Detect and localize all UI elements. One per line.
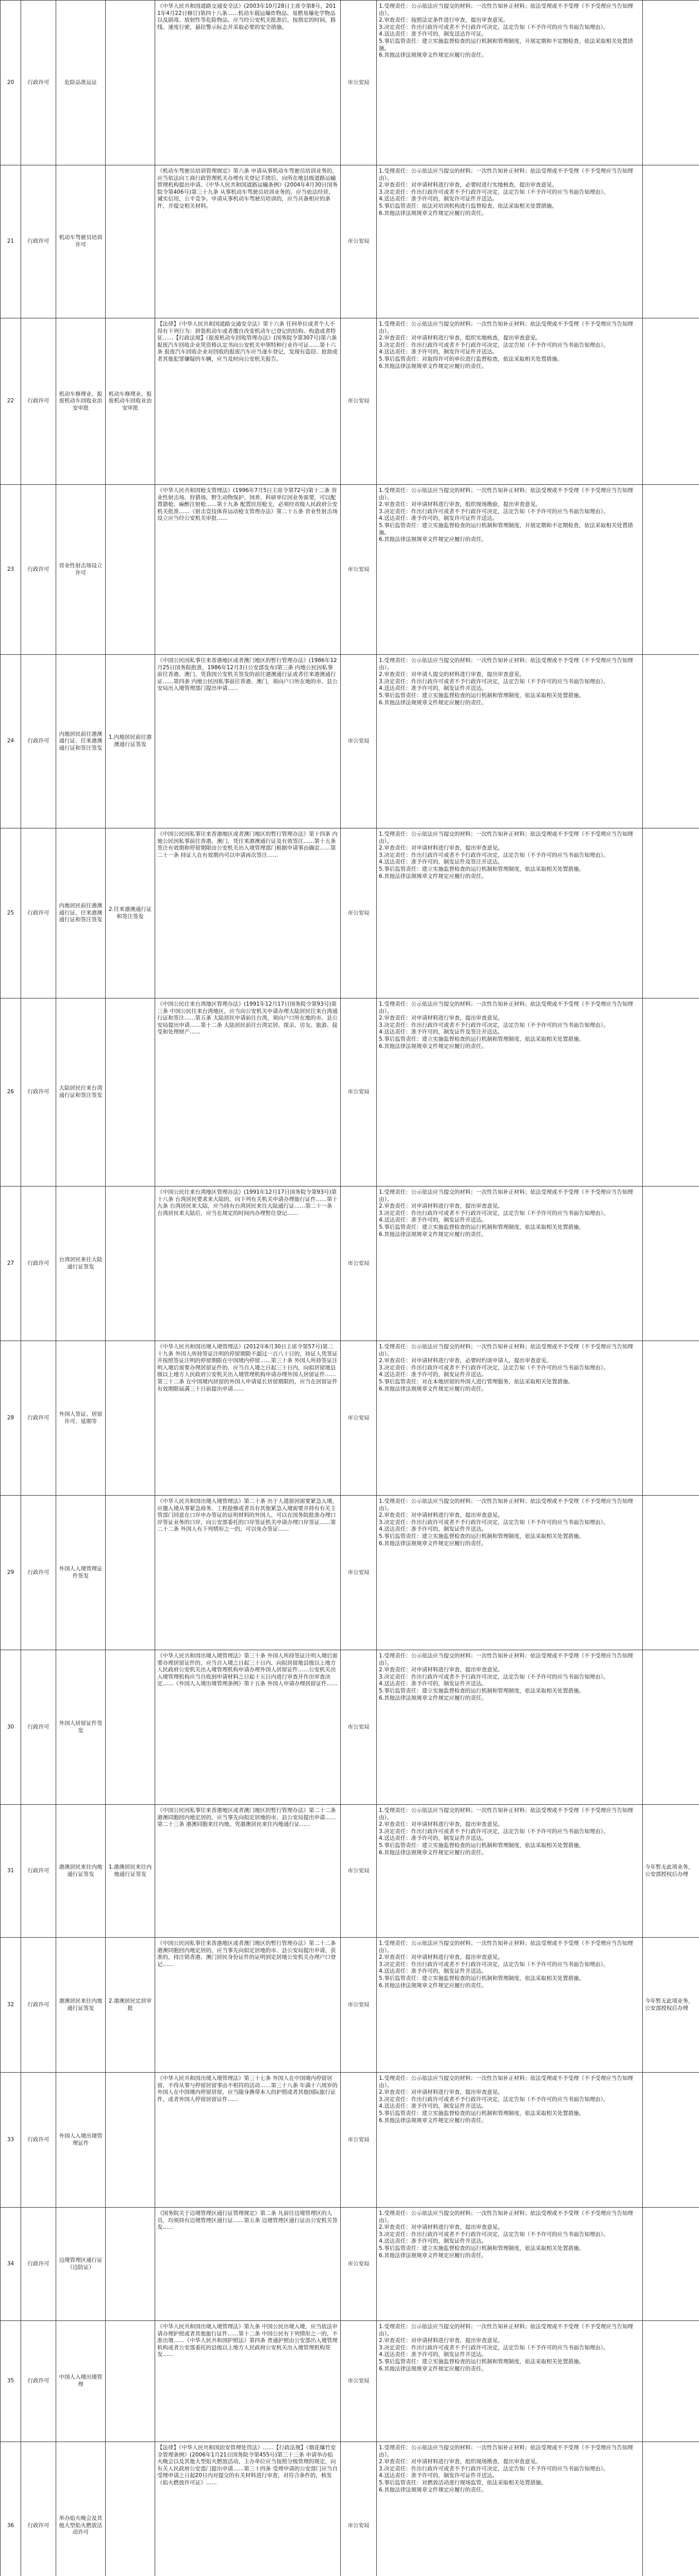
legal-basis: 《中国公民往来台湾地区管理办法》(1991年12月17日国务院令第93号)第十八条 台湾居民要求来大陆的，向下列有关机关申请办理旅行证件……第十九条 台湾居民来大陆，应当持有台湾居民来往大陆通行证……第二十一条 台湾居民来大陆后，应当在规定的时间内办理暂住登记…… [155,1187,341,1341]
item-name: 机动车驾驶员培训许可 [56,165,106,318]
table-row [1,828,699,998]
responsibility-item: 4.送达责任：准予许可的，制发证件并送达。 [379,1371,487,1378]
power-type: 行政许可 [21,1805,56,1938]
sub-item-name [106,2073,155,2208]
remark [643,318,699,485]
legal-basis: 《机动车驾驶员培训管理规定》第六条 申请从事机动车驾驶员培训业务的，应当依法向工商行政管理机关办理有关登记手续后，向所在地县级道路运输管理机构提出申请。《中华人民共和国道路运输条例》(2004年4月30日国务院令第406号)第三十九条 从事机动车驾驶员培训业务的，应当依法经营，诚实信用，公平竞争。申请从事机动车驾驶员培训的，应当具备相应的条件，并提交相关材料。 [155,165,341,318]
sub-item-name [106,1,155,165]
responsibility-item: 6.其他法律法规规章文件规定应履行的责任。 [379,52,487,59]
responsibility-item: 1.受理责任：公示依法应当提交的材料；一次性告知补正材料；依法受理或不予受理（不予受理应当告知理由）。 [379,487,634,501]
responsibility-item: 4.送达责任：准予许可的，制发许可证件并送达。 [379,196,498,202]
remark [643,655,699,828]
responsibility-item: 2.审查责任：对申请材料进行审查，组织现场勘验，提出审查意见。 [379,501,541,508]
responsibility-item: 3.决定责任：作出行政许可或者不予行政许可决定，法定告知（不予许可的应当书面告知理由）。 [379,2231,609,2238]
sub-item-name [106,165,155,318]
responsibility-list [377,2208,643,2321]
responsibility-item: 2.审查责任：对申请材料进行审查，提出审查意见。 [379,2224,504,2231]
responsibility-item: 6.其他法律法规规章文件规定应履行的责任。 [379,536,487,543]
implementing-body: 市公安局 [341,2321,377,2442]
responsibility-list [377,1650,643,1805]
legal-basis: 《中国公民因私事往来香港地区或者澳门地区的暂行管理办法》第二十二条 港澳同胞回内地定居的，应当事先向拟定居地的市、县公安局提出申请，获准的，持注销香港、澳门居民身份证件的证明到定居地公安机关办理户口登记…… [155,1938,341,2073]
power-type: 行政许可 [21,1,56,165]
responsibility-item: 6.其他法律法规规章文件规定应履行的责任。 [379,699,487,706]
responsibility-item: 5.事后监管责任：建立实施监督检查的运行机制和管理制度，依法采取相关处置措施。 [379,1975,585,1981]
power-type: 行政许可 [21,828,56,998]
responsibility-item: 6.其他法律法规规章文件规定应履行的责任。 [379,1043,487,1049]
legal-basis: 《中国公民往来台湾地区管理办法》(1991年12月17日国务院令第93号)第三条 中国公民往来台湾地区，应当向公安机关申请办理大陆居民往来台湾通行证和签注……第五条 大陆居民申请前往台湾，须向户口所在地的市、县公安局提出申请……第十二条 大陆居民前往台湾定居、探亲、访友、旅游、接受和处理财产…… [155,998,341,1187]
responsibility-item: 5.事后监管责任：建立实施监督检查的运行机制和管理制度，依法采取相关处置措施。 [379,1687,585,1694]
responsibility-item: 6.其他法律法规规章文件规定应履行的责任。 [379,2117,487,2124]
remark [643,2208,699,2321]
implementing-body: 市公安局 [341,1187,377,1341]
legal-basis: 《中华人民共和国出境入境管理法》(2012年6月30日主席令第57号)第二十九条 外国人所持签证注明的停留期限不超过一百八十日的，持证人凭签证并按照签证注明的停留期限在中国境内停留……第三十条 外国人所持签证注明入境后需要办理居留证件的，应当自入境之日起三十日内，向拟居留地县级以上地方人民政府公安机关出入境管理机构申请办理外国人居留证件……第三十二条 在中国境内居留的外国人申请延长居留期限的，应当在居留证件有效期限届满三十日前提出申请…… [155,1341,341,1496]
sub-item-name [106,1187,155,1341]
item-name: 营业性射击场设立许可 [56,485,106,655]
item-name: 大陆居民往来台湾通行证和签注签发 [56,998,106,1187]
remark [643,1650,699,1805]
table-row [1,1496,699,1650]
responsibility-item: 1.受理责任：公示依法应当提交的材料；一次性告知补正材料；依法受理或不予受理（不予受理应当告知理由）。 [379,321,634,334]
responsibility-item: 1.受理责任：公示依法应当提交的材料；一次性告知补正材料；依法受理或不予受理（不予受理应当告知理由）。 [379,1344,634,1357]
responsibility-list [377,1,643,165]
power-type: 行政许可 [21,2321,56,2442]
legal-basis: 《中国公民因私事往来香港地区或者澳门地区的暂行管理办法》第十四条 内地公民因私事前往香港、澳门，凭往来港澳通行证及有效签注……第十五条 签注有效期和停留期限由公安机关出入境管理部门根据申请事由确定……第二十一条 持证人在有效期内可以申请再次签注…… [155,828,341,998]
responsibility-list [377,1938,643,2073]
row-number: 21 [1,165,21,318]
responsibility-item: 5.事后监管责任：建立实施监督检查的运行机制和管理制度，依法采取相关处置措施。 [379,2110,585,2116]
power-type: 行政许可 [21,165,56,318]
sub-item-name: 2.往来港澳通行证和签注签发 [106,828,155,998]
table-row [1,2073,699,2208]
responsibility-item: 6.其他法律法规规章文件规定应履行的责任。 [379,363,487,369]
row-number: 36 [1,2442,21,2576]
implementing-body: 市公安局 [341,2073,377,2208]
table-row [1,998,699,1187]
responsibility-item: 3.决定责任：作出行政许可或者不予行政许可决定，法定告知（不予许可的应当书面告知理由）。 [379,342,609,348]
remark [643,2073,699,2208]
responsibility-item: 4.送达责任：准予许可的，制发送达许可证。 [379,31,487,38]
remark [643,828,699,998]
legal-basis: 《中国公民因私事往来香港地区或者澳门地区的暂行管理办法》第二十二条 港澳同胞回内地定居的，应当事先向拟定居地的市、县公安局提出申请……第二十三条 港澳同胞来往内地，凭港澳居民来往内地通行证…… [155,1805,341,1938]
responsibility-item: 3.决定责任：作出行政许可或者不予行政许可决定，法定告知（不予许可的应当书面告知理由）。 [379,1828,609,1835]
responsibility-item: 3.决定责任：作出行政许可或者不予行政许可决定，法定告知（不予许可的应当书面告知理由）。 [379,2465,609,2472]
table-row [1,318,699,485]
row-number: 29 [1,1496,21,1650]
remark [643,1496,699,1650]
table-row [1,1187,699,1341]
responsibility-list [377,1187,643,1341]
responsibility-item: 6.其他法律法规规章文件规定应履行的责任。 [379,1231,487,1238]
responsibility-item: 1.受理责任：公示依法应当提交的材料；一次性告知补正材料；依法受理或不予受理（不予受理应当告知理由）。 [379,657,634,671]
responsibility-item: 3.决定责任：作出行政许可或者不予行政许可决定，法定告知（不予许可的应当书面告知理由）。 [379,1364,609,1371]
remark: 今年暂无此项业务，公安部授权后办理 [643,1938,699,2073]
responsibility-item: 5.事后监管责任：建立实施监督检查的运行机制和管理制度，依法采取相关处置措施。 [379,1224,585,1230]
responsibility-item: 6.其他法律法规规章文件规定应履行的责任。 [379,1694,487,1701]
responsibility-item: 2.审查责任：对申请材料进行审查，必要时进行实地核查，提出审查意见。 [379,182,558,189]
legal-basis: 《中华人民共和国出境入境管理法》第二十条 出于人道原因需要紧急入境，应邀入境从事紧急商务、工程抢修或者具有其他紧急入境需要并持有有关主管部门同意在口岸申办签证的证明材料的外国人，可以在国务院批准办理口岸签证业务的口岸，向公安部委托的口岸签证机关申请办理口岸签证……第二十二条 外国人有下列情形之一的，可以免办签证…… [155,1496,341,1650]
responsibility-item: 2.审查责任：对申请材料进行审查，提出审查意见。 [379,2337,504,2344]
row-number: 24 [1,655,21,828]
responsibility-item: 4.送达责任：准予许可的，制发证件并送达。 [379,1217,487,1224]
sub-item-name: 1.港澳居民来往内地通行证签发 [106,1805,155,1938]
responsibility-item: 5.事后监管责任：建立实施监督检查的运行机制和管理制度，依法采取相关处置措施。 [379,866,585,872]
responsibility-list [377,2073,643,2208]
power-type: 行政许可 [21,2442,56,2576]
responsibility-item: 4.送达责任：准予许可的，制发证件并送达。 [379,2103,487,2110]
responsibility-item: 6.其他法律法规规章文件规定应履行的责任。 [379,2252,487,2259]
responsibility-item: 4.送达责任：准予许可的，制发证件并送达。 [379,1681,487,1687]
responsibility-item: 1.受理责任：公示依法应当提交的材料；一次性告知补正材料；依法受理或不予受理（不予受理应当告知理由）。 [379,831,634,844]
row-number: 25 [1,828,21,998]
responsibility-item: 4.送达责任：准予许可的，制发许可证件并送达。 [379,2472,498,2479]
power-type: 行政许可 [21,318,56,485]
responsibility-item: 4.送达责任：准予许可的，制发许可证件并送达。 [379,349,498,355]
legal-basis: 《中华人民共和国出境入境管理法》第三十条 外国人所持签证注明入境后需要办理居留证件的，应当自入境之日起三十日内，向拟居留地县级以上地方人民政府公安机关出入境管理机构申请办理外国人居留证件……公安机关出入境管理机构应当自收到申请材料之日起十五日内进行审查并作出审查决定……《外国人入境出境管理条例》第十五条 外国人申请办理居留证件…… [155,1650,341,1805]
power-type: 行政许可 [21,1650,56,1805]
power-type: 行政许可 [21,1938,56,2073]
responsibility-item: 6.其他法律法规规章文件规定应履行的责任。 [379,873,487,879]
responsibility-item: 3.决定责任：作出行政许可或者不予行政许可决定，法定告知（不予许可的应当书面告知理由）。 [379,852,609,858]
responsibility-item: 2.审查责任：对申请材料进行审查，组织实地核查，提出审查意见。 [379,335,541,342]
remark [643,2321,699,2442]
responsibility-item: 5.事后监管责任：对燃放活动进行现场监管，依法采取相关处置措施。 [379,2479,547,2486]
responsibility-item: 2.审查责任：对申请材料进行审查，提出审查意见。 [379,1954,504,1961]
item-name: 中国人入境出境管理 [56,2321,106,2442]
table-row [1,2321,699,2442]
table-row [1,1650,699,1805]
responsibility-item: 1.受理责任：公示依法应当提交的材料；一次性告知补正材料；依法受理或不予受理（不予受理应当告知理由）。 [379,2075,634,2089]
remark [643,2442,699,2576]
responsibility-item: 6.其他法律法规规章文件规定应履行的责任。 [379,1849,487,1856]
power-type: 行政许可 [21,1341,56,1496]
remark [643,165,699,318]
row-number: 35 [1,2321,21,2442]
legal-basis: 《国务院关于边境管理区通行证管理规定》第二条 凡前往边境管理区的人员，均须持有边境管理区通行证……第五条 边境管理区通行证由公安机关签发…… [155,2208,341,2321]
item-name: 外国人入境管理证件签发 [56,1496,106,1650]
item-name: 外国人入境出境管理证件 [56,2073,106,2208]
responsibility-item: 1.受理责任：公示依法应当提交的材料；一次性告知补正材料；依法受理或不予受理（不予受理应当告知理由）。 [379,1653,634,1666]
sub-item-name [106,2321,155,2442]
power-type: 行政许可 [21,998,56,1187]
table-row [1,165,699,318]
item-name: 台湾居民来往大陆通行证签发 [56,1187,106,1341]
remark [643,1,699,165]
item-name: 边境管理区通行证（边防证） [56,2208,106,2321]
responsibility-item: 4.送达责任：准予许可的，制发许可证件并送达。 [379,515,498,522]
responsibility-item: 3.决定责任：作出行政许可或者不予行政许可决定，法定告知（不予许可的应当书面告知理由）。 [379,1961,609,1968]
item-name: 机动车修理业、报废机动车回收业治安审批 [56,318,106,485]
responsibility-item: 2.审查责任：对申请材料进行审查，提出审查意见。 [379,2089,504,2096]
row-number: 33 [1,2073,21,2208]
responsibility-item: 6.其他法律法规规章文件规定应履行的责任。 [379,2486,487,2493]
power-type: 行政许可 [21,485,56,655]
item-name: 外国人签证、居留许可、延期等 [56,1341,106,1496]
responsibility-item: 1.受理责任：公示依法应当提交的材料；一次性告知补正材料；依法受理或不予受理（不予受理应当告知理由）。 [379,168,634,181]
sub-item-name [106,2208,155,2321]
sub-item-name: 机动车修理业、报废机动车回收业治安审批 [106,318,155,485]
sub-item-name [106,1496,155,1650]
implementing-body: 市公安局 [341,2442,377,2576]
responsibility-item: 4.送达责任：准予许可的，制发证件及签注并送达。 [379,1029,504,1036]
item-name: 危险品准运证 [56,1,106,165]
responsibility-item: 4.送达责任：准予许可的，制发证件并送达。 [379,1835,487,1842]
row-number: 28 [1,1341,21,1496]
responsibility-item: 5.事后监管责任：建立实施监督检查的运行机制和管理制度，开展定期和不定期检查，依法采取相关处置措施。 [379,38,634,52]
responsibility-item: 2.审查责任：按照法定条件进行审查，提出审查意见。 [379,17,509,24]
legal-basis: 《中华人民共和国道路交通安全法》(2003年10月28日主席令第8号，2011年4月22日修订)第四十八条……机动车载运爆炸物品、易燃易爆化学物品以及剧毒、放射性等危险物品，应当经公安机关批准后，按指定的时间、路线、速度行驶，悬挂警示标志并采取必要的安全措施。 [155,1,341,165]
responsibility-item: 5.事后监管责任：建立实施监督检查的运行机制和管理制度，依法采取相关处置措施。 [379,1842,585,1849]
responsibility-list [377,318,643,485]
responsibility-item: 1.受理责任：公示依法应当提交的材料；一次性告知补正材料；依法受理或不予受理（不予受理应当告知理由）。 [379,3,634,16]
responsibility-list [377,1341,643,1496]
row-number: 26 [1,998,21,1187]
responsibility-item: 2.审查责任：对申请材料进行审查，提出审查意见。 [379,1667,504,1673]
item-name: 外国人居留证件签发 [56,1650,106,1805]
implementing-body: 市公安局 [341,1650,377,1805]
responsibility-item: 6.其他法律法规规章文件规定应履行的责任。 [379,1540,487,1547]
responsibility-item: 2.审查责任：对申请材料进行审查，组织现场勘查，提出审查意见。 [379,2459,541,2465]
power-type: 行政许可 [21,2073,56,2208]
responsibility-list [377,998,643,1187]
responsibility-item: 3.决定责任：作出行政许可或者不予行政许可决定，法定告知（不予许可的应当书面告知理由）。 [379,1519,609,1526]
implementing-body: 市公安局 [341,828,377,998]
sub-item-name [106,2442,155,2576]
sub-item-name [106,1650,155,1805]
responsibility-list [377,828,643,998]
legal-basis: 【法律】《中华人民共和国道路交通安全法》第十六条 任何单位或者个人不得有下列行为：拼装机动车或者擅自改变机动车已登记的结构、构造或者特征……【行政法规】《报废机动车回收管理办法》(国务院令第307号)第六条 报废汽车回收企业凭资格认定书向公安机关申领特种行业许可证……第十六条 报废汽车回收企业对回收的报废汽车应当逐车登记，发现有盗窃、抢劫或者其他犯罪嫌疑的车辆，应当及时向公安机关报告。 [155,318,341,485]
responsibility-list [377,2442,643,2576]
table-body [1,1,699,2576]
row-number: 32 [1,1938,21,2073]
item-name: 举办焰火晚会及其他大型焰火燃放活动许可 [56,2442,106,2576]
responsibility-list [377,655,643,828]
responsibility-item: 2.审查责任：对申请材料进行审查，提出审查意见。 [379,1203,504,1210]
power-type: 行政许可 [21,1496,56,1650]
remark: 今年暂无此项业务，公安部授权后办理 [643,1805,699,1938]
responsibility-item: 1.受理责任：公示依法应当提交的材料；一次性告知补正材料；依法受理或不予受理（不予受理应当告知理由）。 [379,1001,634,1014]
responsibility-item: 2.审查责任：对申请材料进行审查，提出审查意见。 [379,1512,504,1519]
item-name: 内地居民前往港澳通行证、往来港澳通行证和签注签发 [56,655,106,828]
legal-basis: 【法律】《中华人民共和国治安管理处罚法》……【行政法规】《烟花爆竹安全管理条例》(2006年1月21日国务院令第455号)第三十三条 申请举办焰火晚会以及其他大型焰火燃放活动，主办单位应当按照分级管理的规定，向有关人民政府公安部门提出申请……第三十四条 受理申请的公安部门应当自受理申请之日起20日内对提交的有关材料进行审查，对符合条件的，核发《焰火燃放许可证》…… [155,2442,341,2576]
legal-basis: 《中华人民共和国出境入境管理法》第三十七条 外国人在中国境内停留居留，不得从事与停留居留事由不相符的活动……第三十八条 年满十六周岁的外国人在中国境内停留居留，应当随身携带本人的护照或者其他国际旅行证件，或者外国人停留居留证件…… [155,2073,341,2208]
responsibility-item: 4.送达责任：准予许可的，制发证件并送达。 [379,1526,487,1533]
row-number: 23 [1,485,21,655]
row-number: 31 [1,1805,21,1938]
item-name: 港澳居民来往内地通行证签发 [56,1938,106,2073]
responsibility-item: 3.决定责任：作出行政许可或者不予行政许可决定，法定告知（不予许可的应当书面告知理由）。 [379,189,609,195]
implementing-body: 市公安局 [341,1,377,165]
legal-basis: 《中华人民共和国枪支管理法》(1996年7月5日主席令第72号)第十二条 营业性射击场、狩猎场、野生动物保护、饲养、科研单位因业务需要，可以配置猎枪、麻醉注射枪……第十九条 配置民用枪支，必须经省级人民政府公安机关批准……《射击竞技体育运动枪支管理办法》第二十五条 营业性射击场设立应当经公安机关审批…… [155,485,341,655]
responsibility-item: 3.决定责任：作出行政许可或者不予行政许可决定，法定告知（不予许可的应当书面告知理由）。 [379,1022,609,1028]
responsibility-item: 1.受理责任：公示依法应当提交的材料；一次性告知补正材料；依法受理或不予受理（不予受理应当告知理由）。 [379,1940,634,1954]
responsibility-item: 6.其他法律法规规章文件规定应履行的责任。 [379,210,487,216]
responsibility-item: 1.受理责任：公示依法应当提交的材料；一次性告知补正材料；依法受理或不予受理（不予受理应当告知理由）。 [379,2210,634,2224]
responsibility-list [377,1805,643,1938]
responsibility-item: 1.受理责任：公示依法应当提交的材料；一次性告知补正材料；依法受理或不予受理（不予受理应当告知理由）。 [379,2324,634,2337]
table-row [1,655,699,828]
responsibility-item: 6.其他法律法规规章文件规定应履行的责任。 [379,2365,487,2372]
table-row [1,1,699,165]
responsibility-item: 5.事后监管责任：建立实施监督检查的运行机制和管理制度，依法采取相关处置措施。 [379,692,585,699]
responsibility-item: 3.决定责任：作出行政许可或者不予行政许可决定，法定告知（不予许可的应当书面告知理由）。 [379,1673,609,1680]
responsibility-item: 5.事后监管责任：建立实施监督检查的运行机制和管理制度，依法采取相关处置措施。 [379,2358,585,2365]
legal-basis: 《中华人民共和国出境入境管理法》第九条 中国公民出境入境，应当依法申请办理护照或者其他旅行证件……第十二条 中国公民有下列情形之一的，不准出境……《中华人民共和国护照法》第四条 普通护照由公安部出入境管理机构或者公安部委托的县级以上地方人民政府公安机关出入境管理机构签发…… [155,2321,341,2442]
responsibility-item: 5.事后监管责任：建立实施监督检查的运行机制和管理制度，依法采取相关处置措施。 [379,2245,585,2251]
responsibility-item: 4.送达责任：准予许可的，制发证件并送达。 [379,2238,487,2245]
sub-item-name [106,485,155,655]
responsibility-item: 3.决定责任：作出行政许可或者不予行政许可决定，法定告知（不予许可的应当书面告知理由）。 [379,2344,609,2351]
responsibility-list [377,165,643,318]
responsibility-item: 1.受理责任：公示依法应当提交的材料；一次性告知补正材料；依法受理或不予受理（不予受理应当告知理由）。 [379,1807,634,1821]
implementing-body: 市公安局 [341,165,377,318]
responsibility-item: 5.事后监管责任：对取得许可的单位进行监督检查，依法采取相关处置措施。 [379,355,563,362]
responsibility-item: 2.审查责任：对申请材料进行审查，提出审查意见。 [379,845,504,852]
responsibility-item: 5.事后监管责任：依法对培训机构进行监督检查，依法采取相关处置措施。 [379,202,558,209]
responsibility-item: 1.受理责任：公示依法应当提交的材料；一次性告知补正材料；依法受理或不予受理（不予受理应当告知理由）。 [379,1189,634,1202]
responsibility-list [377,2321,643,2442]
responsibility-item: 3.决定责任：作出行政许可或者不予行政许可决定，法定告知（不予许可的应当书面告知理由）。 [379,1210,609,1216]
sub-item-name [106,1341,155,1496]
remark [643,1187,699,1341]
item-name: 港澳居民来往内地通行证签发 [56,1805,106,1938]
responsibility-item: 3.决定责任：作出行政许可或者不予行政许可决定，法定告知（不予许可的应当书面告知理由）。 [379,2096,609,2103]
responsibility-item: 4.送达责任：准予许可的，制发证件并送达。 [379,685,487,692]
table-row [1,1805,699,1938]
table-row [1,485,699,655]
table-row [1,1341,699,1496]
responsibility-list [377,485,643,655]
responsibility-item: 5.事后监管责任：建立实施监督检查的运行机制和管理制度，开展定期和不定期检查，依法采取相关处置措施。 [379,522,634,536]
responsibility-item: 4.送达责任：准予许可的，制发证件及签注并送达。 [379,859,504,866]
remark [643,1341,699,1496]
remark [643,998,699,1187]
legal-basis: 《中国公民因私事往来香港地区或者澳门地区的暂行管理办法》(1986年12月25日国务院批准，1986年12月3日公安部发布)第三条 内地公民因私事前往香港、澳门，凭我国公安机关签发的前往港澳通行证或者往来港澳通行证……第四条 内地公民因私事前往香港、澳门，须向户口所在地的市、县公安局出入境管理部门提出申请…… [155,655,341,828]
row-number: 30 [1,1650,21,1805]
implementing-body: 市公安局 [341,1805,377,1938]
responsibility-item: 6.其他法律法规规章文件规定应履行的责任。 [379,1982,487,1989]
responsibility-item: 2.审查责任：对申请材料进行审查，提出审查意见。 [379,1015,504,1022]
implementing-body: 市公安局 [341,318,377,485]
power-type: 行政许可 [21,655,56,828]
item-name: 内地居民前往港澳通行证、往来港澳通行证和签注签发 [56,828,106,998]
responsibility-list [377,1496,643,1650]
responsibility-item: 5.事后监管责任：建立实施监督检查的运行机制和管理制度，依法采取相关处置措施。 [379,1036,585,1042]
power-type: 行政许可 [21,2208,56,2321]
row-number: 34 [1,2208,21,2321]
responsibility-item: 2.审查责任：对申请人提交的材料进行审查，提出审查意见。 [379,671,525,678]
implementing-body: 市公安局 [341,485,377,655]
power-type: 行政许可 [21,1187,56,1341]
responsibility-item: 5.事后监管责任：对在本地居留的外国人进行管理服务，依法采取相关处置措施。 [379,1378,574,1385]
responsibility-item: 3.决定责任：作出行政许可或者不予行政许可决定，法定告知（不予许可的应当书面告知理由）。 [379,24,609,30]
remark [643,485,699,655]
responsibility-item: 4.送达责任：准予许可的，制发证件并送达。 [379,2351,487,2358]
responsibility-item: 2.审查责任：对申请材料进行审查，必要时约谈申请人，提出审查意见。 [379,1358,552,1364]
implementing-body: 市公安局 [341,998,377,1187]
row-number: 22 [1,318,21,485]
implementing-body: 市公安局 [341,655,377,828]
table-row [1,2442,699,2576]
table-row [1,2208,699,2321]
responsibility-item: 4.送达责任：准予许可的，制发证件并送达。 [379,1968,487,1975]
implementing-body: 市公安局 [341,2208,377,2321]
implementing-body: 市公安局 [341,1496,377,1650]
responsibility-item: 3.决定责任：作出行政许可或者不予行政许可决定，法定告知（不予许可的应当书面告知理由）。 [379,508,609,515]
responsibility-item: 1.受理责任：公示依法应当提交的材料；一次性告知补正材料；依法受理或不予受理（不予受理应当告知理由）。 [379,1498,634,1512]
implementing-body: 市公安局 [341,1938,377,2073]
table-row [1,1938,699,2073]
responsibility-item: 5.事后监管责任：建立实施监督检查的运行机制和管理制度，依法采取相关处置措施。 [379,1533,585,1539]
row-number: 20 [1,1,21,165]
implementing-body: 市公安局 [341,1341,377,1496]
sub-item-name: 2.港澳居民定居审批 [106,1938,155,2073]
sub-item-name [106,998,155,1187]
responsibility-item: 2.审查责任：对申请材料进行审查，提出审查意见。 [379,1821,504,1828]
row-number: 27 [1,1187,21,1341]
responsibility-item: 1.受理责任：公示依法应当提交的材料；一次性告知补正材料；依法受理或不予受理（不予受理应当告知理由）。 [379,2445,634,2458]
responsibility-item: 3.决定责任：作出行政许可或者不予行政许可决定，法定告知（不予许可的应当书面告知理由）。 [379,678,609,685]
responsibility-item: 6.其他法律法规规章文件规定应履行的责任。 [379,1385,487,1392]
sub-item-name: 1.内地居民前往港澳通行证签发 [106,655,155,828]
